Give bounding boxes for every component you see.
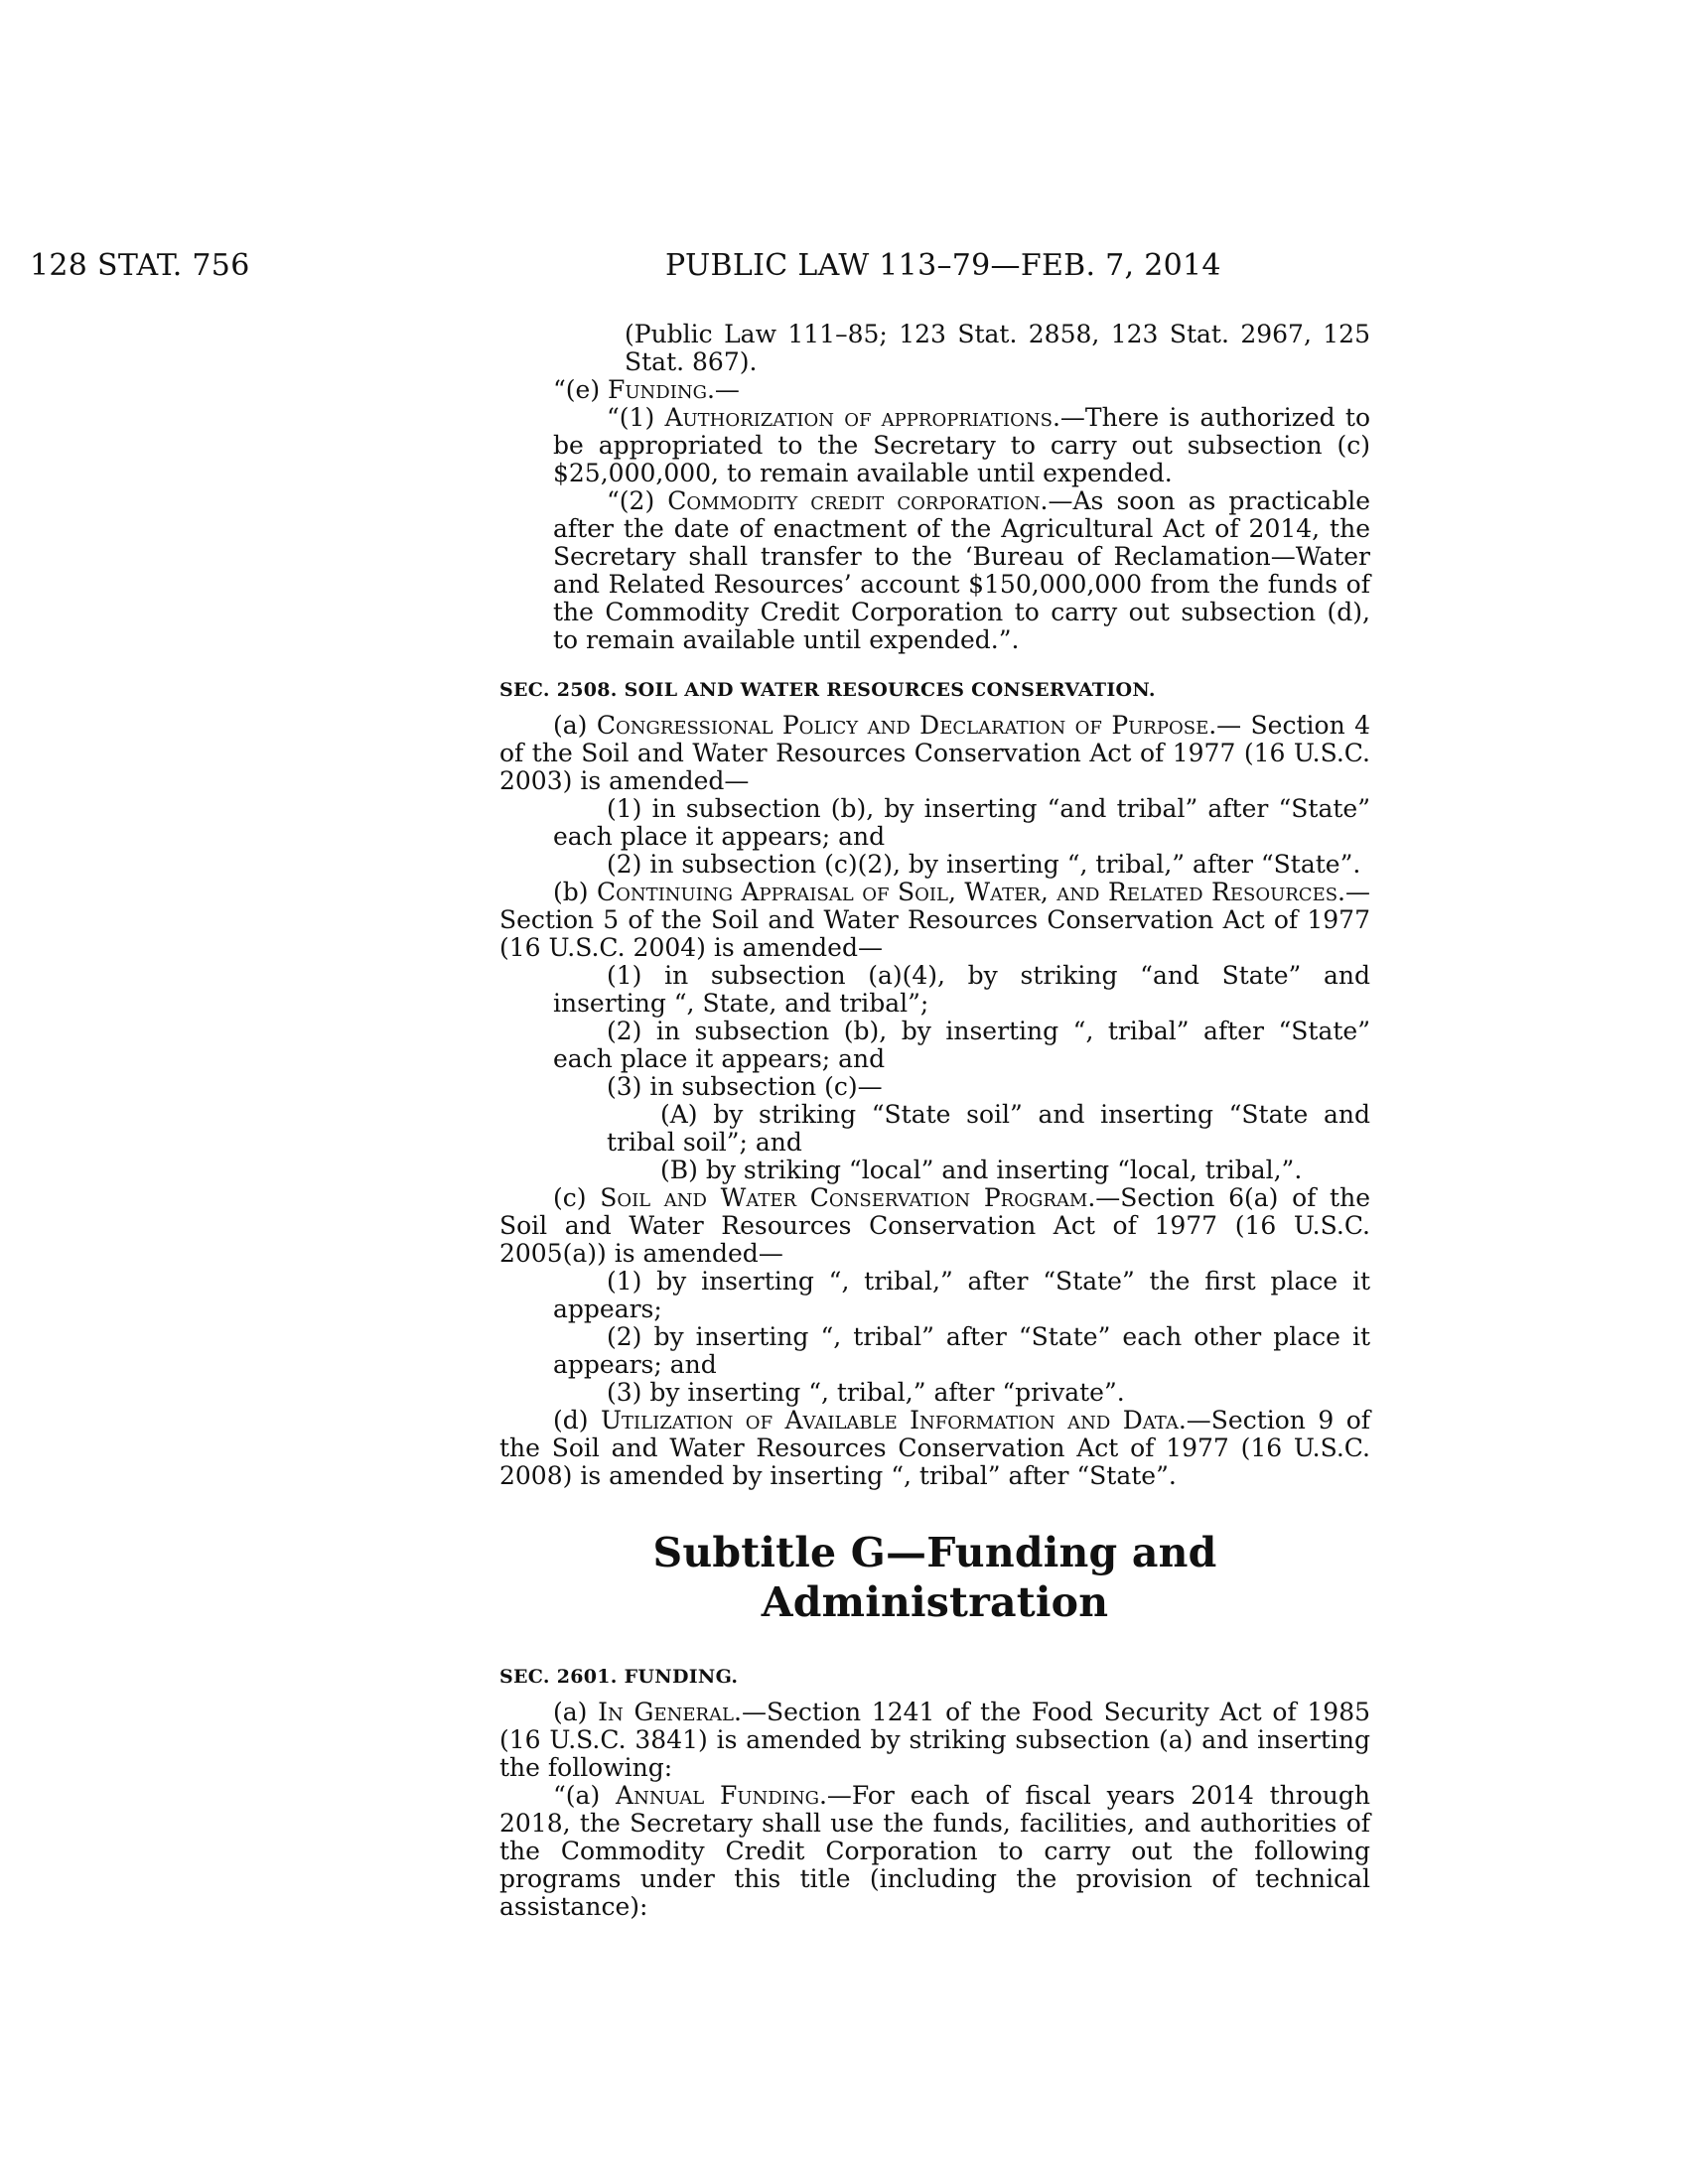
text: .— [706, 375, 740, 404]
text: .—Section 9 of the Soil and Water Resources Conservation Act of 1977 (16 U.S.C. 2008) is amended by inserting “, tribal” after “State”. [499, 1406, 1370, 1490]
heading-small-caps: Utilization of Available Information and Data [600, 1406, 1179, 1434]
label: (a) [553, 1698, 599, 1726]
paragraph-b2: (2) in subsection (b), by inserting “, tribal” after “State” each place it appears; and [553, 1017, 1370, 1073]
paragraph-a [499, 712, 1370, 795]
heading-small-caps: Commodity credit corporation [667, 486, 1041, 515]
paragraph-b [499, 879, 1370, 962]
text: .—As soon as practicable after the date of enactment of the Agricultural Act of 2014, the Secretary shall transfer to the ‘Bureau of Reclamation—Water and Related Resources’ account $150,000,000 from the funds of the Commodity Credit Corporation to carry out subsection (d), to remain available until expended.”. [553, 486, 1371, 654]
text: .—Section 5 of the Soil and Water Resources Conservation Act of 1977 (16 U.S.C. 2004) is amended— [499, 878, 1370, 962]
label: (b) [553, 878, 598, 906]
label: (d) [553, 1406, 601, 1434]
paragraph-citation: (Public Law 111–85; 123 Stat. 2858, 123 Stat. 2967, 125 Stat. 867). [625, 320, 1370, 376]
section-heading-2601: SEC. 2601. FUNDING. [499, 1666, 739, 1688]
label: “(e) [553, 375, 609, 404]
paragraph-c [499, 1184, 1370, 1268]
paragraph-e2 [499, 487, 1370, 654]
heading-small-caps: Soil and Water Conservation Program [600, 1183, 1088, 1212]
paragraph-e-funding [499, 376, 1370, 404]
paragraph-b3a: (A) by striking “State soil” and inserting “State and tribal soil”; and [607, 1100, 1370, 1157]
label: “(a) [553, 1781, 617, 1810]
paragraph-c3: (3) by inserting “, tribal,” after “private”. [607, 1378, 1125, 1407]
heading-small-caps: Continuing Appraisal of Soil, Water, and Related Resources [597, 878, 1338, 906]
paragraph-e1 [499, 404, 1370, 487]
paragraph-b1: (1) in subsection (a)(4), by striking “and State” and inserting “, State, and tribal”; [553, 961, 1370, 1018]
label: “(2) [607, 486, 668, 515]
paragraph-c1: (1) by inserting “, tribal,” after “State” the first place it appears; [553, 1267, 1370, 1323]
text: .— Section 4 of the Soil and Water Resources Conservation Act of 1977 (16 U.S.C. 2003) is amended— [499, 711, 1370, 795]
paragraph-2601-quoted-a [499, 1782, 1370, 1921]
public-law-title: PUBLIC LAW 113–79—FEB. 7, 2014 [665, 248, 1221, 283]
paragraph-b3b: (B) by striking “local” and inserting “local, tribal,”. [660, 1156, 1303, 1184]
heading-small-caps: Authorization of appropriations [664, 403, 1053, 432]
heading-small-caps: Annual Funding [616, 1781, 819, 1810]
paragraph-a1: (1) in subsection (b), by inserting “and tribal” after “State” each place it appears; and [553, 794, 1370, 851]
label: “(1) [607, 403, 665, 432]
heading-small-caps: In General [598, 1698, 734, 1726]
subtitle-heading: Subtitle G—Funding and Administration [652, 1529, 1217, 1626]
paragraph-a2: (2) in subsection (c)(2), by inserting “, tribal,” after “State”. [607, 850, 1361, 879]
label: (a) [553, 711, 597, 740]
section-heading-2508: SEC. 2508. SOIL AND WATER RESOURCES CONSERVATION. [499, 679, 1156, 701]
paragraph-d [499, 1407, 1370, 1490]
paragraph-c2: (2) by inserting “, tribal” after “State” each other place it appears; and [553, 1322, 1370, 1379]
text: .—There is authorized to be appropriated to the Secretary to carry out subsection (c) $25,000,000, to remain available until expended. [553, 403, 1371, 487]
paragraph-b3: (3) in subsection (c)— [607, 1072, 883, 1101]
text: .—For each of fiscal years 2014 through 2018, the Secretary shall use the funds, facilities, and authorities of the Commodity Credit Corporation to carry out the following programs under this title (including the provision of technical assistance): [499, 1781, 1371, 1921]
heading-small-caps: Congressional Policy and Declaration of Purpose [596, 711, 1209, 740]
text: .—Section 1241 of the Food Security Act of 1985 (16 U.S.C. 3841) is amended by striking subsection (a) and inserting the following: [499, 1698, 1370, 1782]
heading-small-caps: Funding [608, 375, 707, 404]
text: .—Section 6(a) of the Soil and Water Resources Conservation Act of 1977 (16 U.S.C. 2005(a)) is amended— [499, 1183, 1370, 1268]
stat-page-number: 128 STAT. 756 [30, 248, 250, 283]
document-body [499, 321, 1370, 1921]
label: (c) [553, 1183, 601, 1212]
paragraph-2601-a [499, 1699, 1370, 1782]
